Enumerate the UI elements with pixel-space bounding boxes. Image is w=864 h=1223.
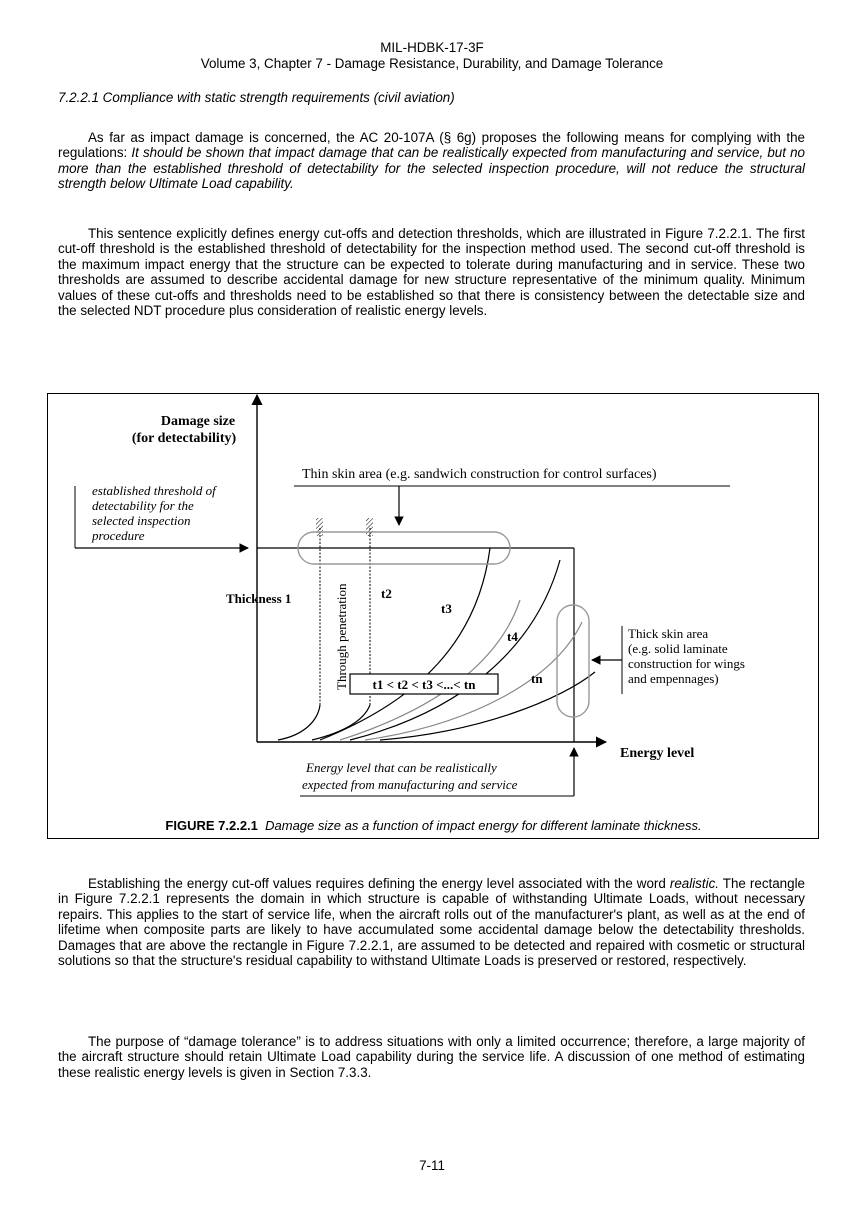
paragraph-3-lead: Establishing the energy cut-off values requires defining the energy level associated with the word <box>88 876 670 891</box>
curve-thickness-1 <box>278 705 320 740</box>
thick-skin-box <box>557 605 589 717</box>
paragraph-3-rest: The rectangle in Figure 7.2.2.1 represents the domain in which structure is capable of withstanding Ultimate Loads, without necessary repairs. This applies to the start of service life, when the aircraft rolls out of the manufacturer's plant, as well as at the end of lifetime when composite parts are likely to have accumulated some accidental damage below the detectability thresholds. Damages that are above the rectangle in Figure 7.2.2.1, are assumed to be detected and repaired with cosmetic or structural solutions so that the structure's residual capability to withstand Ultimate Loads is preserved or restored, respectively. <box>58 876 806 969</box>
paragraph-3 <box>58 876 805 968</box>
curve-t2 <box>312 705 370 740</box>
through-penetration-cap-1 <box>316 518 323 536</box>
x-axis-label: Energy level <box>620 746 695 761</box>
through-penetration-label: Through penetration <box>334 583 349 690</box>
threshold-label-4: procedure <box>92 528 145 543</box>
thick-skin-label-3: construction for wings <box>628 656 745 671</box>
energy-note-line-1: Energy level that can be realistically <box>306 760 497 775</box>
figure-caption-label: FIGURE 7.2.2.1 <box>165 818 258 833</box>
paragraph-1-lead: As far as impact damage is concerned, the AC 20-107A (§ 6g) proposes the following means for complying with the regulations: <box>58 130 805 161</box>
threshold-label-3: selected inspection <box>92 513 191 528</box>
thin-skin-label: Thin skin area (e.g. sandwich construction for control surfaces) <box>302 467 657 482</box>
t4-label: t4 <box>507 629 518 644</box>
through-penetration-cap-2 <box>366 518 373 536</box>
section-heading: 7.2.2.1 Compliance with static strength requirements (civil aviation) <box>58 90 455 105</box>
figure-caption-text: Damage size as a function of impact energy for different laminate thickness. <box>265 818 702 833</box>
thick-skin-label-2: (e.g. solid laminate <box>628 641 728 656</box>
t2-label: t2 <box>381 586 392 601</box>
energy-note-line-2: expected from manufacturing and service <box>302 777 518 792</box>
y-axis-label-line-2: (for detectability) <box>131 431 237 446</box>
order-box-label: t1 < t2 < t3 <...< tn <box>372 677 476 692</box>
page-number: 7-11 <box>419 1158 445 1173</box>
paragraph-2: This sentence explicitly defines energy cut-offs and detection thresholds, which are illustrated in Figure 7.2.2.1. The first cut-off threshold is the established threshold of detectability for the inspection method used. The second cut-off threshold is the maximum impact energy that the structure can be expected to tolerate during manufacturing and in service. These two thresholds are assumed to describe accidental damage for new structure representative of the minimum quality. Minimum values of these cut-offs and thresholds need to be established so that there is consistency between the detectable size and the selected NDT procedure plus consideration of realistic energy levels. <box>58 226 805 319</box>
thickness-1-label: Thickness 1 <box>226 591 292 606</box>
paragraph-4: The purpose of “damage tolerance” is to address situations with only a limited occurrence; therefore, a large majority of the aircraft structure should retain Ultimate Load capability during the service life. A discussion of one method of estimating these realistic energy levels is given in Section 7.3.3. <box>58 1034 805 1080</box>
y-axis-label-line-1: Damage size <box>160 414 236 429</box>
running-header: Volume 3, Chapter 7 - Damage Resistance, Durability, and Damage Tolerance <box>200 56 664 71</box>
t3-label: t3 <box>441 601 452 616</box>
thick-skin-label-4: and empennages) <box>628 671 719 686</box>
figure-caption <box>48 818 819 833</box>
threshold-label-2: detectability for the <box>92 498 194 513</box>
tn-label: tn <box>531 671 543 686</box>
paragraph-3-italic-word: realistic. <box>669 876 719 891</box>
thick-skin-label-1: Thick skin area <box>628 626 709 641</box>
paragraph-1-quote: It should be shown that impact damage that can be realistically expected from manufacturing and service, but no more than the established threshold of detectability for the selected inspection procedure, will not reduce the structural strength below Ultimate Load capability. <box>58 145 805 192</box>
document-id: MIL-HDBK-17-3F <box>380 40 484 55</box>
threshold-label-1: established threshold of <box>92 483 216 498</box>
